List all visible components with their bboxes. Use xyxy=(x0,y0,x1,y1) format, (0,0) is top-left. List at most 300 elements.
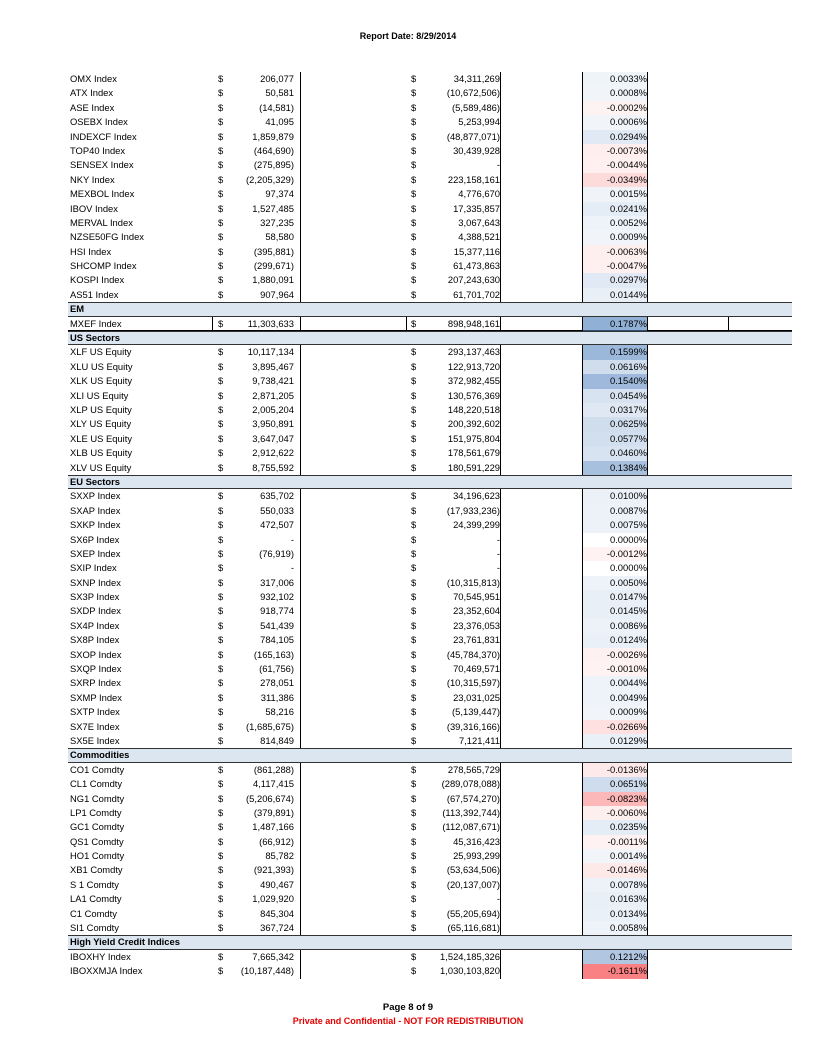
table-row xyxy=(68,360,664,374)
amount-2: 61,473,863 xyxy=(453,260,500,272)
column-divider xyxy=(500,561,501,575)
section-title: EU Sectors xyxy=(70,475,121,487)
column-divider xyxy=(647,863,648,877)
amount-1: (165,163) xyxy=(253,648,294,660)
column-divider xyxy=(500,115,501,129)
row-name: XLI US Equity xyxy=(70,389,129,401)
dollar-sign: $ xyxy=(218,663,224,675)
column-divider xyxy=(500,547,501,561)
column-divider xyxy=(500,633,501,647)
dollar-sign: $ xyxy=(411,878,417,890)
dollar-sign: $ xyxy=(218,173,224,185)
amount-1: (76,919) xyxy=(259,547,294,559)
row-name: NZSE50FG Index xyxy=(70,231,144,243)
column-divider xyxy=(500,576,501,590)
column-divider xyxy=(647,173,648,187)
dollar-sign: $ xyxy=(218,116,224,128)
row-name: KOSPI Index xyxy=(70,274,125,286)
column-divider xyxy=(647,288,648,302)
column-divider xyxy=(300,374,301,388)
percent-cell: 0.0297% xyxy=(583,273,647,287)
column-divider xyxy=(647,806,648,820)
table-row xyxy=(68,590,664,604)
table-row xyxy=(68,878,664,892)
column-divider xyxy=(647,461,648,475)
amount-1: 1,527,485 xyxy=(252,202,294,214)
dollar-sign: $ xyxy=(218,360,224,372)
column-divider xyxy=(500,676,501,690)
row-name: SX3P Index xyxy=(70,591,120,603)
amount-2: 293,137,463 xyxy=(447,346,500,358)
dollar-sign: $ xyxy=(218,260,224,272)
column-divider xyxy=(300,892,301,906)
amount-1: 845,304 xyxy=(260,907,294,919)
column-divider xyxy=(300,590,301,604)
percent-cell: -0.0349% xyxy=(583,173,647,187)
amount-2: 61,701,702 xyxy=(453,288,500,300)
dollar-sign: $ xyxy=(218,159,224,171)
column-divider xyxy=(647,345,648,359)
column-divider xyxy=(300,101,301,115)
dollar-sign: $ xyxy=(411,504,417,516)
amount-1: (299,671) xyxy=(253,260,294,272)
column-divider xyxy=(300,187,301,201)
amount-1: 550,033 xyxy=(260,504,294,516)
section-header xyxy=(68,302,792,316)
column-divider xyxy=(500,489,501,503)
column-divider xyxy=(500,604,501,618)
dollar-sign: $ xyxy=(218,778,224,790)
amount-2: (65,116,681) xyxy=(447,922,500,934)
amount-1: (66,912) xyxy=(259,835,294,847)
percent-cell: 0.0015% xyxy=(583,187,647,201)
dollar-sign: $ xyxy=(411,216,417,228)
column-divider xyxy=(647,245,648,259)
dollar-sign: $ xyxy=(411,893,417,905)
column-divider xyxy=(300,489,301,503)
percent-cell: -0.0146% xyxy=(583,863,647,877)
column-divider xyxy=(647,734,648,748)
percent-cell: 0.0058% xyxy=(583,921,647,935)
amount-2: 30,439,928 xyxy=(453,144,500,156)
row-name: SXAP Index xyxy=(70,504,121,516)
table-row xyxy=(68,489,664,503)
table-row xyxy=(68,720,664,734)
dollar-sign: $ xyxy=(218,547,224,559)
column-divider xyxy=(500,403,501,417)
column-divider xyxy=(647,576,648,590)
amount-1: (10,187,448) xyxy=(240,965,294,977)
amount-1: (61,756) xyxy=(259,663,294,675)
column-divider xyxy=(500,763,501,777)
amount-2: (113,392,744) xyxy=(442,806,500,818)
percent-cell: 0.0577% xyxy=(583,432,647,446)
dollar-sign: $ xyxy=(411,375,417,387)
dollar-sign: $ xyxy=(218,418,224,430)
column-divider xyxy=(300,144,301,158)
column-divider xyxy=(647,360,648,374)
column-divider xyxy=(300,705,301,719)
row-name: SXEP Index xyxy=(70,547,121,559)
column-divider xyxy=(300,288,301,302)
row-name: HSI Index xyxy=(70,245,112,257)
amount-2: (5,589,486) xyxy=(452,101,500,113)
dollar-sign: $ xyxy=(218,619,224,631)
column-divider xyxy=(300,907,301,921)
dollar-sign: $ xyxy=(411,188,417,200)
amount-2: 178,561,679 xyxy=(447,447,500,459)
column-divider xyxy=(500,245,501,259)
column-divider xyxy=(647,547,648,561)
column-divider xyxy=(500,518,501,532)
column-divider xyxy=(647,374,648,388)
table-row xyxy=(68,345,664,359)
table-row xyxy=(68,950,664,964)
column-divider xyxy=(647,101,648,115)
column-divider xyxy=(300,389,301,403)
row-name: XB1 Comdty xyxy=(70,864,123,876)
row-name: XLF US Equity xyxy=(70,346,132,358)
column-divider xyxy=(300,115,301,129)
section-header xyxy=(68,748,792,762)
dollar-sign: $ xyxy=(218,634,224,646)
dollar-sign: $ xyxy=(218,821,224,833)
amount-2: 180,591,229 xyxy=(447,461,500,473)
percent-cell: 0.1212% xyxy=(583,950,647,964)
column-divider xyxy=(300,360,301,374)
percent-cell: -0.0060% xyxy=(583,806,647,820)
percent-cell: 0.0014% xyxy=(583,849,647,863)
amount-2: 200,392,602 xyxy=(447,418,500,430)
column-divider xyxy=(647,691,648,705)
section-title: EM xyxy=(70,303,85,315)
amount-1: (5,206,674) xyxy=(246,792,294,804)
dollar-sign: $ xyxy=(218,763,224,775)
column-divider xyxy=(300,835,301,849)
table-row xyxy=(68,892,664,906)
amount-2: 25,993,299 xyxy=(453,850,500,862)
amount-1: 1,487,166 xyxy=(252,821,294,833)
dollar-sign: $ xyxy=(411,87,417,99)
dollar-sign: $ xyxy=(218,101,224,113)
row-name: SX8P Index xyxy=(70,634,120,646)
amount-1: 2,005,204 xyxy=(252,403,294,415)
column-divider xyxy=(300,202,301,216)
dollar-sign: $ xyxy=(411,231,417,243)
dollar-sign: $ xyxy=(218,878,224,890)
row-name: SENSEX Index xyxy=(70,159,134,171)
amount-1: 2,871,205 xyxy=(252,389,294,401)
amount-2: 898,948,161 xyxy=(447,317,500,329)
row-name: SX4P Index xyxy=(70,619,120,631)
column-divider xyxy=(500,734,501,748)
table-row xyxy=(68,417,664,431)
row-name: SX7E Index xyxy=(70,720,120,732)
column-divider xyxy=(500,187,501,201)
column-divider xyxy=(647,604,648,618)
amount-2: 17,335,857 xyxy=(453,202,500,214)
dollar-sign: $ xyxy=(218,504,224,516)
row-name: SXXP Index xyxy=(70,490,121,502)
dollar-sign: $ xyxy=(218,144,224,156)
percent-cell: 0.0078% xyxy=(583,878,647,892)
amount-1: 1,859,879 xyxy=(252,130,294,142)
percent-cell: 0.0317% xyxy=(583,403,647,417)
percent-cell: 0.0145% xyxy=(583,604,647,618)
amount-2: (10,672,506) xyxy=(446,87,500,99)
dollar-sign: $ xyxy=(411,159,417,171)
column-divider xyxy=(500,417,501,431)
dollar-sign: $ xyxy=(218,648,224,660)
box-border xyxy=(406,317,407,331)
table-row xyxy=(68,691,664,705)
dollar-sign: $ xyxy=(218,677,224,689)
amount-2: - xyxy=(496,547,500,559)
percent-cell: 0.0144% xyxy=(583,288,647,302)
column-divider xyxy=(647,446,648,460)
dollar-sign: $ xyxy=(411,591,417,603)
row-name: XLU US Equity xyxy=(70,360,133,372)
dollar-sign: $ xyxy=(411,245,417,257)
column-divider xyxy=(647,489,648,503)
column-divider xyxy=(500,878,501,892)
percent-cell: 0.0124% xyxy=(583,633,647,647)
column-divider xyxy=(300,604,301,618)
table-row xyxy=(68,101,664,115)
table-row xyxy=(68,763,664,777)
dollar-sign: $ xyxy=(411,634,417,646)
table-row xyxy=(68,130,664,144)
amount-1: 317,006 xyxy=(260,576,294,588)
column-divider xyxy=(647,676,648,690)
dollar-sign: $ xyxy=(411,389,417,401)
column-divider xyxy=(647,878,648,892)
column-divider xyxy=(500,101,501,115)
amount-2: 207,243,630 xyxy=(447,274,500,286)
column-divider xyxy=(300,417,301,431)
column-divider xyxy=(300,259,301,273)
percent-cell: 0.0241% xyxy=(583,202,647,216)
percent-cell: 0.0087% xyxy=(583,504,647,518)
row-name: XLB US Equity xyxy=(70,447,133,459)
percent-cell: 0.0052% xyxy=(583,216,647,230)
column-divider xyxy=(300,547,301,561)
table-row xyxy=(68,216,664,230)
column-divider xyxy=(500,389,501,403)
table-row xyxy=(68,648,664,662)
percent-cell: -0.0044% xyxy=(583,158,647,172)
dollar-sign: $ xyxy=(411,288,417,300)
amount-2: 3,067,643 xyxy=(458,216,500,228)
column-divider xyxy=(647,432,648,446)
dollar-sign: $ xyxy=(411,73,417,84)
column-divider xyxy=(647,849,648,863)
table-row xyxy=(68,245,664,259)
amount-1: 10,117,134 xyxy=(247,346,294,358)
table-row xyxy=(68,792,664,806)
column-divider xyxy=(647,907,648,921)
table-row xyxy=(68,820,664,834)
percent-cell: 0.0000% xyxy=(609,533,647,545)
column-divider xyxy=(647,892,648,906)
dollar-sign: $ xyxy=(218,403,224,415)
column-divider xyxy=(300,403,301,417)
row-name: LA1 Comdty xyxy=(70,893,122,905)
dollar-sign: $ xyxy=(411,806,417,818)
table-row xyxy=(68,705,664,719)
dollar-sign: $ xyxy=(411,835,417,847)
column-divider xyxy=(647,130,648,144)
row-name: SI1 Comdty xyxy=(70,922,119,934)
table-row xyxy=(68,115,664,129)
percent-cell: 0.0235% xyxy=(583,820,647,834)
column-divider xyxy=(647,518,648,532)
column-divider xyxy=(500,691,501,705)
percent-cell: 0.0460% xyxy=(583,446,647,460)
amount-1: 635,702 xyxy=(260,490,294,502)
column-divider xyxy=(647,777,648,791)
amount-2: 70,545,951 xyxy=(453,591,500,603)
table-row xyxy=(68,619,664,633)
dollar-sign: $ xyxy=(218,519,224,531)
section-title: High Yield Credit Indices xyxy=(70,936,180,948)
amount-2: 34,311,269 xyxy=(453,73,500,84)
amount-2: 70,469,571 xyxy=(453,663,500,675)
column-divider xyxy=(500,792,501,806)
row-name: OSEBX Index xyxy=(70,116,128,128)
amount-2: (48,877,071) xyxy=(446,130,500,142)
amount-2: 34,196,623 xyxy=(453,490,500,502)
percent-cell: 0.0147% xyxy=(583,590,647,604)
dollar-sign: $ xyxy=(218,87,224,99)
column-divider xyxy=(500,619,501,633)
table-row xyxy=(68,202,664,216)
percent-cell: -0.0136% xyxy=(583,763,647,777)
percent-cell: -0.0266% xyxy=(583,720,647,734)
amount-1: 8,755,592 xyxy=(252,461,294,473)
table-row xyxy=(68,86,664,100)
percent-cell: -0.0026% xyxy=(583,648,647,662)
dollar-sign: $ xyxy=(218,274,224,286)
column-divider xyxy=(647,792,648,806)
dollar-sign: $ xyxy=(218,576,224,588)
page-number: Page 8 of 9 xyxy=(382,1002,434,1013)
column-divider xyxy=(300,72,301,86)
percent-cell: 0.0009% xyxy=(583,230,647,244)
dollar-sign: $ xyxy=(218,965,224,977)
column-divider xyxy=(300,662,301,676)
column-divider xyxy=(300,792,301,806)
row-name: SXOP Index xyxy=(70,648,122,660)
column-divider xyxy=(300,921,301,935)
amount-2: (53,634,506) xyxy=(446,864,500,876)
amount-1: 472,507 xyxy=(260,519,294,531)
table-row xyxy=(68,518,664,532)
dollar-sign: $ xyxy=(218,893,224,905)
row-name: IBOXXMJA Index xyxy=(70,965,143,977)
amount-1: 932,102 xyxy=(260,591,294,603)
amount-1: 97,374 xyxy=(265,188,294,200)
amount-1: (395,881) xyxy=(253,245,294,257)
percent-cell: -0.1611% xyxy=(583,964,647,978)
column-divider xyxy=(500,648,501,662)
percent-cell: 0.0049% xyxy=(583,691,647,705)
dollar-sign: $ xyxy=(218,792,224,804)
dollar-sign: $ xyxy=(218,317,224,329)
dollar-sign: $ xyxy=(411,706,417,718)
column-divider xyxy=(647,561,648,575)
column-divider xyxy=(500,273,501,287)
dollar-sign: $ xyxy=(218,490,224,502)
column-divider xyxy=(500,504,501,518)
row-name: SX6P Index xyxy=(70,533,120,545)
percent-cell: 0.0163% xyxy=(583,892,647,906)
amount-2: 7,121,411 xyxy=(458,734,500,746)
column-divider xyxy=(500,360,501,374)
row-name: CO1 Comdty xyxy=(70,763,125,775)
dollar-sign: $ xyxy=(218,922,224,934)
amount-1: 206,077 xyxy=(260,73,294,84)
row-name: SXIP Index xyxy=(70,562,117,574)
column-divider xyxy=(500,144,501,158)
column-divider xyxy=(647,590,648,604)
dollar-sign: $ xyxy=(218,605,224,617)
column-divider xyxy=(300,734,301,748)
percent-cell: 0.0050% xyxy=(583,576,647,590)
row-name: ATX Index xyxy=(70,87,114,99)
dollar-sign: $ xyxy=(411,663,417,675)
percent-cell: 0.1599% xyxy=(583,345,647,359)
percent-cell: 0.1384% xyxy=(583,461,647,475)
column-divider xyxy=(300,230,301,244)
column-divider xyxy=(500,662,501,676)
column-divider xyxy=(500,86,501,100)
dollar-sign: $ xyxy=(411,720,417,732)
amount-2: - xyxy=(496,562,500,574)
dollar-sign: $ xyxy=(218,461,224,473)
dollar-sign: $ xyxy=(411,144,417,156)
dollar-sign: $ xyxy=(411,101,417,113)
dollar-sign: $ xyxy=(218,231,224,243)
row-name: XLE US Equity xyxy=(70,432,133,444)
row-name: LP1 Comdty xyxy=(70,806,122,818)
column-divider xyxy=(500,130,501,144)
dollar-sign: $ xyxy=(411,648,417,660)
amount-1: - xyxy=(290,533,294,545)
dollar-sign: $ xyxy=(411,130,417,142)
amount-1: 278,051 xyxy=(260,677,294,689)
percent-cell: -0.0011% xyxy=(583,835,647,849)
table-row xyxy=(68,734,664,748)
column-divider xyxy=(300,446,301,460)
row-name: INDEXCF Index xyxy=(70,130,137,142)
column-divider xyxy=(647,86,648,100)
column-divider xyxy=(300,691,301,705)
dollar-sign: $ xyxy=(218,202,224,214)
percent-cell: 0.0075% xyxy=(583,518,647,532)
row-name: S 1 Comdty xyxy=(70,878,119,890)
column-divider xyxy=(647,950,648,964)
amount-1: 85,782 xyxy=(265,850,294,862)
column-divider xyxy=(647,158,648,172)
dollar-sign: $ xyxy=(218,806,224,818)
column-divider xyxy=(500,720,501,734)
column-divider xyxy=(300,676,301,690)
percent-cell: 0.0008% xyxy=(583,86,647,100)
percent-cell: 0.0134% xyxy=(583,907,647,921)
amount-1: 9,738,421 xyxy=(252,375,294,387)
column-divider xyxy=(500,533,501,547)
